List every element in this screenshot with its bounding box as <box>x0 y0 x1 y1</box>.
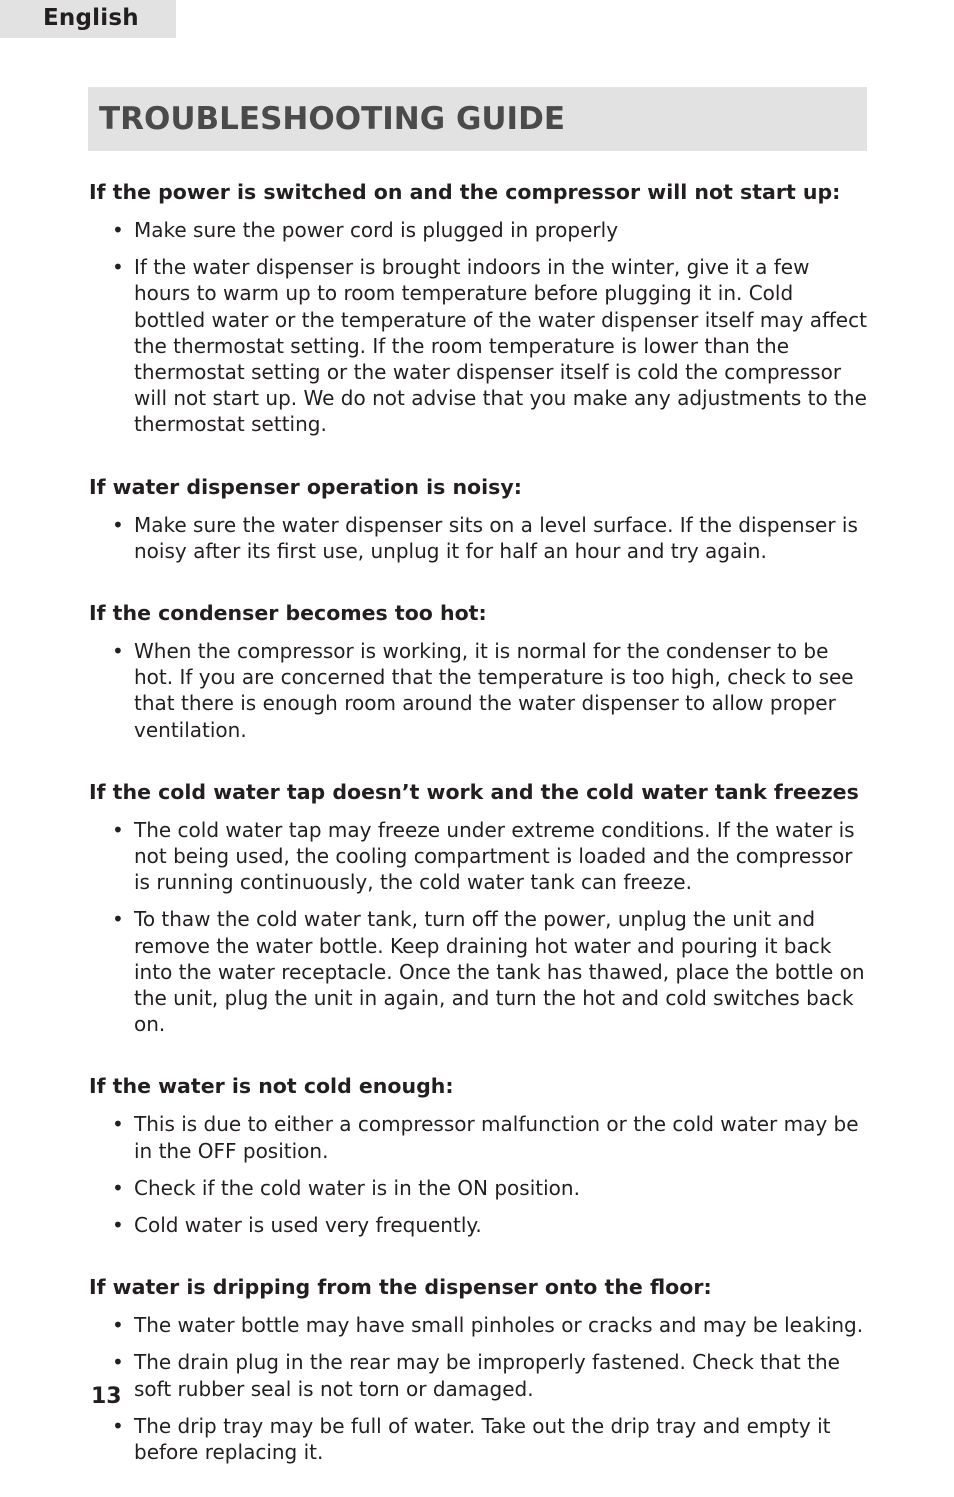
bullet-list <box>89 1111 869 1238</box>
list-item <box>89 254 869 437</box>
section-heading: If the power is switched on and the compressor will not start up: <box>89 180 841 204</box>
bullet-icon: • <box>112 1313 124 1338</box>
bullet-list <box>89 1312 869 1465</box>
list-item-text: The drip tray may be full of water. Take out the drip tray and empty it before replacing it. <box>134 1413 831 1465</box>
page-title: TROUBLESHOOTING GUIDE <box>99 101 565 137</box>
bullet-icon: • <box>112 1175 124 1200</box>
bullet-icon: • <box>112 639 124 664</box>
list-item-text: If the water dispenser is brought indoors in the winter, give it a few hours to warm up to room temperature before plugging it in. Cold bottled water or the temperature of the water dispenser itself may affect the thermostat setting. If the room temperature is lower than the thermostat setting or the water dispenser itself is cold the compressor will not start up. We do not advise that you make any adjustments to the thermostat setting. <box>134 255 867 437</box>
language-tab <box>0 0 176 38</box>
list-item-text: Make sure the power cord is plugged in properly <box>134 218 619 242</box>
list-item <box>89 1212 869 1238</box>
list-item-text: Check if the cold water is in the ON position. <box>134 1175 580 1200</box>
list-item-text: Make sure the water dispenser sits on a level surface. If the dispenser is noisy after its first use, unplug it for half an hour and try again. <box>134 512 858 563</box>
bullet-icon: • <box>112 218 124 242</box>
list-item <box>89 1349 869 1401</box>
section-heading: If the water is not cold enough: <box>89 1074 454 1099</box>
list-item <box>89 906 869 1037</box>
section-compressor-not-starting <box>89 175 869 438</box>
bullet-list <box>89 638 869 743</box>
list-item-text: The drain plug in the rear may be improperly fastened. Check that the soft rubber seal is not torn or damaged. <box>134 1350 840 1401</box>
list-item <box>89 1413 869 1465</box>
bullet-icon: • <box>112 1213 124 1238</box>
section-heading: If water is dripping from the dispenser onto the floor: <box>89 1275 712 1300</box>
section-heading: If the condenser becomes too hot: <box>89 601 487 626</box>
bullet-list <box>89 512 869 564</box>
list-item <box>89 1111 869 1163</box>
bullet-icon: • <box>112 512 124 537</box>
section-water-dripping <box>89 1270 869 1465</box>
bullet-icon: • <box>112 907 124 932</box>
bullet-list <box>89 817 869 1038</box>
list-item <box>89 817 869 896</box>
section-heading: If the cold water tap doesn’t work and the cold water tank freezes <box>89 779 859 804</box>
section-condenser-hot <box>89 596 869 743</box>
list-item-text: The cold water tap may freeze under extreme conditions. If the water is not being used, the cooling compartment is loaded and the compressor is running continuously, the cold water tank can freeze. <box>134 817 855 895</box>
section-cold-tap-freezes <box>89 775 869 1038</box>
list-item-text: When the compressor is working, it is normal for the condenser to be hot. If you are concerned that the temperature is too high, check to see that there is enough room around the water dispenser to allow proper ventilation. <box>134 639 854 742</box>
page-number: 13 <box>91 1384 122 1409</box>
list-item <box>89 1312 869 1338</box>
bullet-icon: • <box>112 255 124 280</box>
list-item-text: The water bottle may have small pinholes or cracks and may be leaking. <box>134 1313 864 1338</box>
bullet-icon: • <box>112 817 124 842</box>
list-item <box>89 512 869 564</box>
list-item <box>89 217 869 243</box>
bullet-list <box>89 217 869 438</box>
title-banner <box>88 87 867 151</box>
list-item-text: Cold water is used very frequently. <box>134 1213 482 1238</box>
list-item-text: This is due to either a compressor malfunction or the cold water may be in the OFF position. <box>134 1112 859 1163</box>
bullet-icon: • <box>112 1413 124 1438</box>
language-label: English <box>43 5 139 31</box>
list-item <box>89 1175 869 1201</box>
troubleshooting-content <box>89 175 869 1497</box>
section-water-not-cold <box>89 1069 869 1238</box>
list-item-text: To thaw the cold water tank, turn off the power, unplug the unit and remove the water bottle. Keep draining hot water and pouring it back into the water receptacle. Once the tank has thawed, place the bottle on the unit, plug the unit in again, and turn the hot and cold switches back on. <box>134 907 865 1037</box>
bullet-icon: • <box>112 1112 124 1137</box>
section-noisy-operation <box>89 470 869 564</box>
list-item <box>89 638 869 743</box>
bullet-icon: • <box>112 1350 124 1375</box>
section-heading: If water dispenser operation is noisy: <box>89 474 522 499</box>
